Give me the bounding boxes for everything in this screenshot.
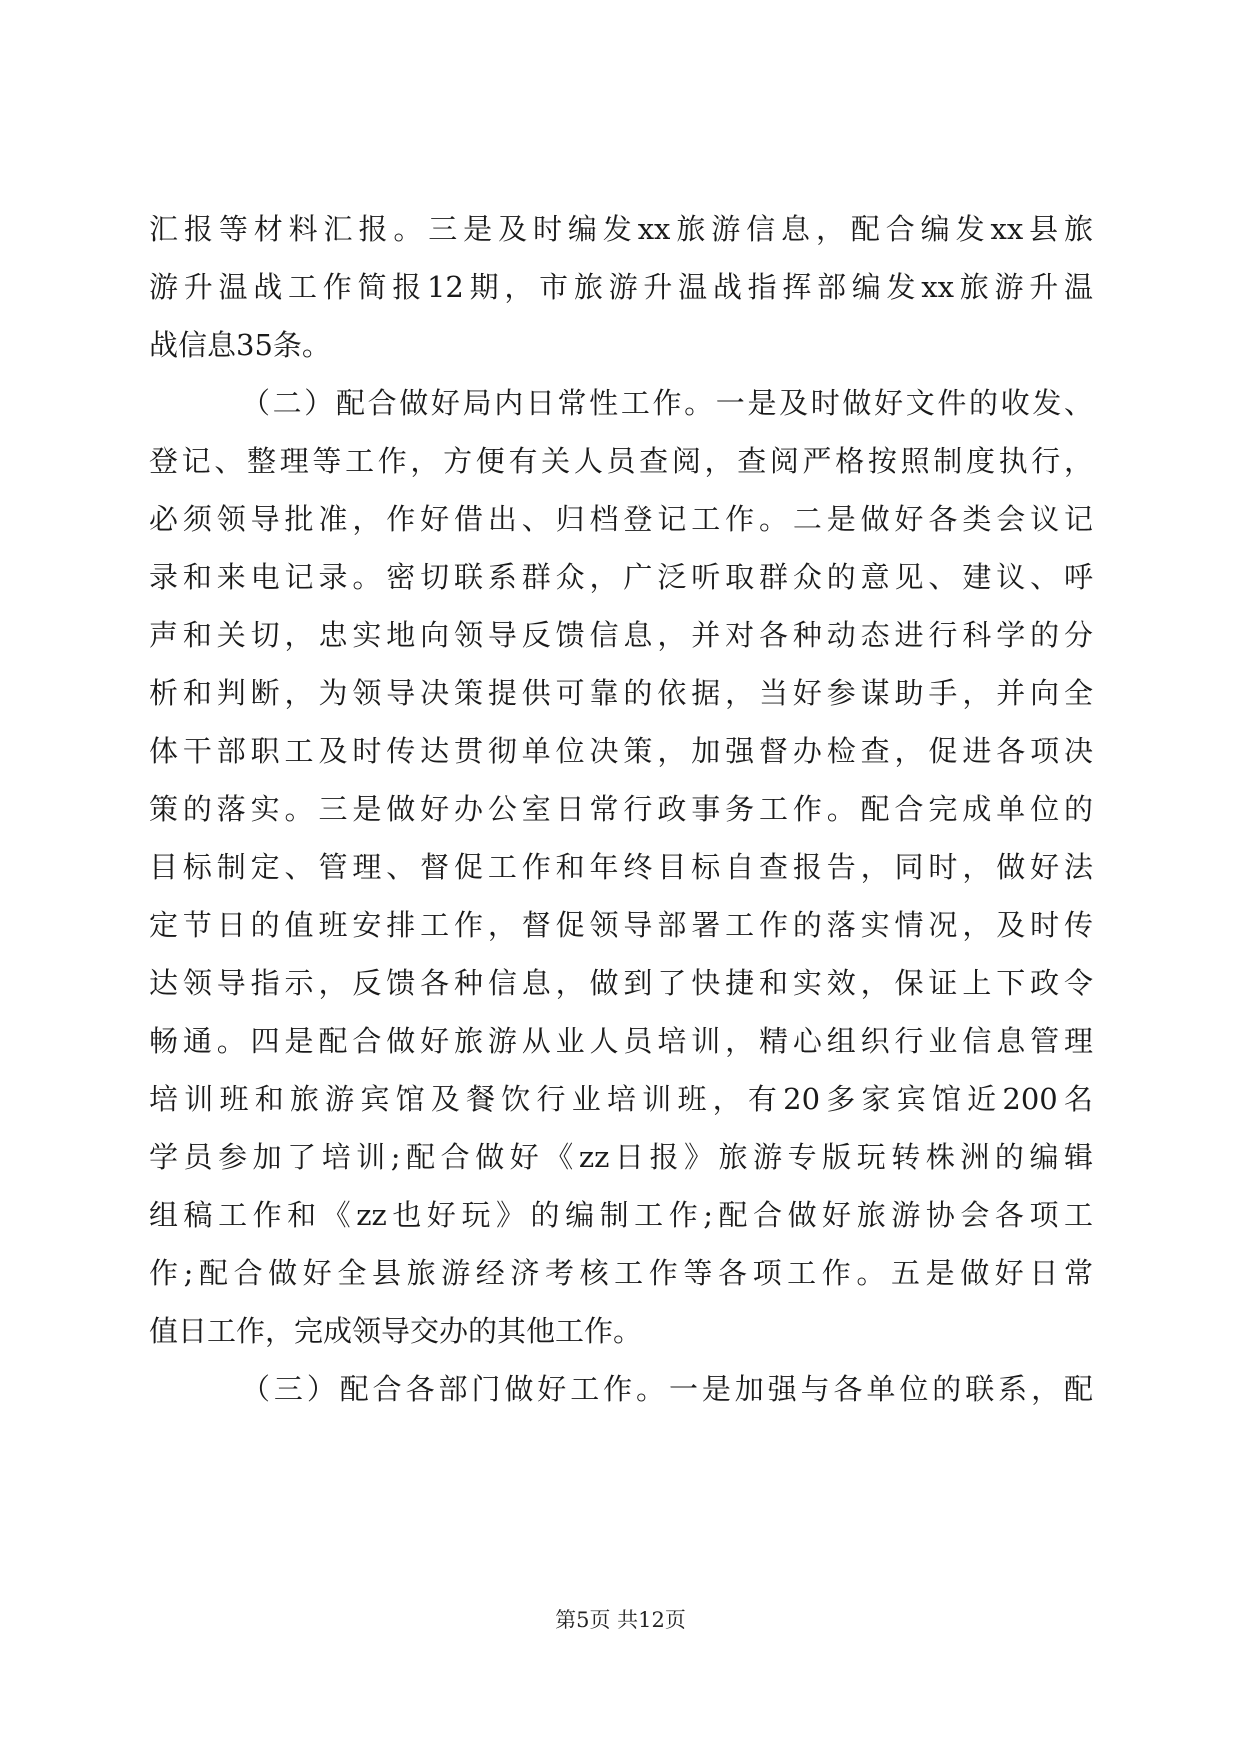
paragraph-heading-line: （三）配合各部门做好工作。一是加强与各单位的联系，配 [241,1372,1093,1406]
text-line: 策的落实。三是做好办公室日常行政事务工作。配合完成单位的 [149,792,1093,826]
text-line: 录和来电记录。密切联系群众，广泛听取群众的意见、建议、呼 [149,560,1093,594]
text-line: 组稿工作和《zz也好玩》的编制工作;配合做好旅游协会各项工 [149,1198,1093,1232]
text-line: 析和判断，为领导决策提供可靠的依据，当好参谋助手，并向全 [149,676,1093,710]
text-line: 培训班和旅游宾馆及餐饮行业培训班，有20多家宾馆近200名 [149,1082,1093,1116]
paragraph-heading-line: （二）配合做好局内日常性工作。一是及时做好文件的收发、 [241,386,1093,420]
text-line: 游升温战工作简报12期，市旅游升温战指挥部编发xx旅游升温 [149,270,1093,304]
text-line: 体干部职工及时传达贯彻单位决策，加强督办检查，促进各项决 [149,734,1093,768]
text-line: 汇报等材料汇报。三是及时编发xx旅游信息，配合编发xx县旅 [149,212,1093,246]
text-line: 值日工作，完成领导交办的其他工作。 [149,1314,643,1348]
page-number-footer: 第5页 共12页 [555,1608,686,1632]
text-line: 畅通。四是配合做好旅游从业人员培训，精心组织行业信息管理 [149,1024,1093,1058]
text-line: 达领导指示，反馈各种信息，做到了快捷和实效，保证上下政令 [149,966,1093,1000]
text-line: 作;配合做好全县旅游经济考核工作等各项工作。五是做好日常 [149,1256,1093,1290]
text-line: 登记、整理等工作，方便有关人员查阅，查阅严格按照制度执行， [149,444,1093,478]
text-line: 战信息35条。 [149,328,331,362]
text-line: 目标制定、管理、督促工作和年终目标自查报告，同时，做好法 [149,850,1093,884]
text-line: 必须领导批准，作好借出、归档登记工作。二是做好各类会议记 [149,502,1093,536]
text-line: 声和关切，忠实地向领导反馈信息，并对各种动态进行科学的分 [149,618,1093,652]
text-line: 学员参加了培训;配合做好《zz日报》旅游专版玩转株洲的编辑 [149,1140,1093,1174]
text-line: 定节日的值班安排工作，督促领导部署工作的落实情况，及时传 [149,908,1093,942]
